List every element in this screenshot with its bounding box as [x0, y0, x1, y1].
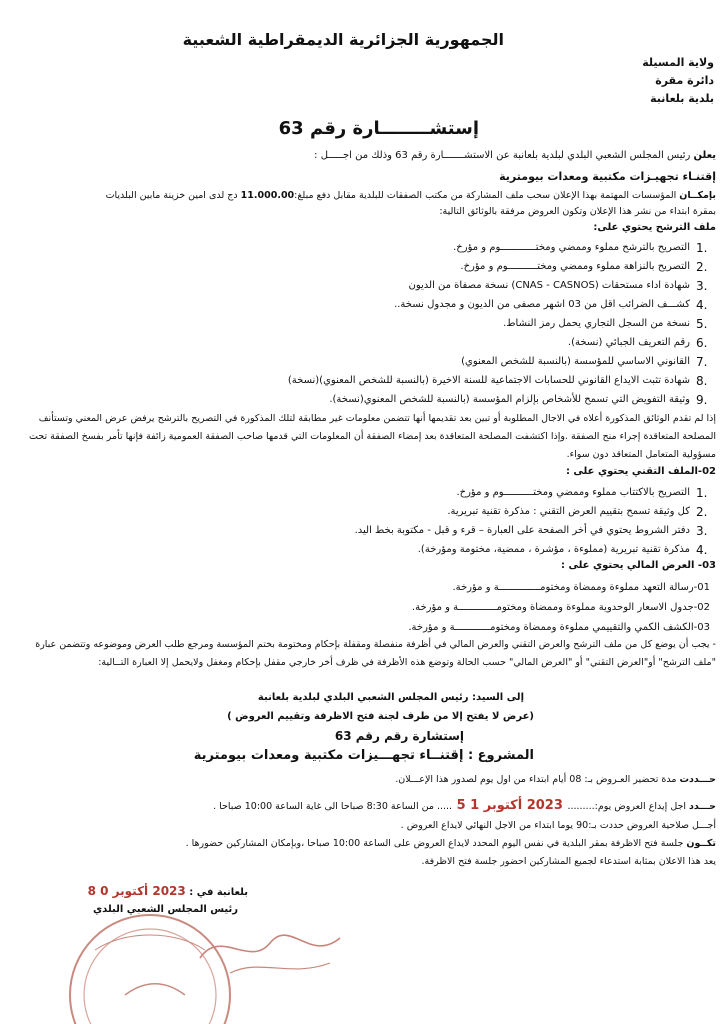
republic-header: الجمهورية الجزائرية الديمقراطية الشعبية: [182, 30, 504, 49]
section-2-heading: 02-الملف التقني يحتوي على :: [565, 466, 716, 477]
section-2-list: [12, 483, 712, 559]
list-item: 5. نسخة من السجل التجاري يحمل رمز النشاط.: [503, 316, 708, 331]
section-3-heading: 03- العرض المالي يحتوي على :: [560, 560, 716, 571]
withdrawal-line-1: بإمكــان المؤسسات المهتمة بهذا الإعلان سحب ملف المشاركة من مكتب الصفقات للبلدية مقابل دفع مبلغ:11.000.00 دج لدى امين خزينة مابين البلديات: [105, 190, 716, 201]
announcement-line: يعلن رئيس المجلس الشعبي البلدي لبلدية بلعانبة عن الاستشـــــــارة رقم 63 وذلك من اجـــــل :: [314, 150, 716, 161]
commune-line: بلدية بلعانبة: [650, 92, 714, 105]
list-item: 1. التصريح بالترشح مملوء وممضي ومختــــــــــــوم و مؤرخ.: [453, 240, 708, 255]
list-item: 6. رقم التعريف الجبائي (نسخة).: [567, 335, 708, 350]
handwritten-signature: [190, 918, 350, 988]
addressee-line: إلى السيد: رئيس المجلس الشعبي البلدي لبلدية بلعانبة: [257, 692, 524, 703]
project-line: المشروع : إقتنــاء تجهـــيزات مكتبية ومعدات بيومترية: [193, 748, 534, 763]
list-item: 7. القانوني الاساسي للمؤسسة (بالنسبة للشخص المعنوي): [461, 354, 708, 369]
do-not-open-line: (عرض لا يفتح إلا من طرف لجنة فتح الاظرفة وتقييم العروض ): [227, 711, 534, 722]
list-item: 1. التصريح بالاكتتاب مملوء وممضي ومختــــــــــوم و مؤرخ.: [456, 485, 708, 500]
list-item: 01-رسالة التعهد مملوءة وممضاة ومختومــــــــــــــة و مؤرخة.: [452, 582, 710, 593]
rejection-paragraph: إذا لم تقدم الوثائق المذكورة أعلاه في الاجال المطلوبة أو تبين بعد تقديمها أنها تتضمن معلومات غير مطابقة لتلك المذكورة في التصريح بالترشح يرفض عرض المعني وتستأنف المصلحة المتعاقدة إجراء منح الصفقة .وإذا اكتشفت المصلحة المتعاقدة بعد إمضاء الصفقة أن المعلومات التي قدمها صاحب الصفقة العمومية زائفة فإنها تأمر بفسخ الصفقة تحت مسؤولية المتعامل المتعاقد دون سواء.: [29, 413, 716, 460]
envelope-paragraph: - يجب أن يوضع كل من ملف الترشح والعرض التقني والعرض المالي في أظرفة منفصلة ومقفلة بإحكام ومختومة بختم المؤسسة ومرجع طلب العرض وموضوعه وتتضمن عبارة "ملف الترشح" أو"العرض التقني" أو "العرض المالي" حسب الحالة وتوضع هذه الأظرفة في ظرف أخر خارجي مقفل بإحكام ومغفل ولايحمل إلا العبارة التــالية:: [35, 639, 716, 668]
list-item: 2. التصريح بالنزاهة مملوء وممضي ومختــــــــــوم و مؤرخ.: [460, 259, 708, 274]
consultation-title: إستشــــــــارة رقم 63: [278, 118, 479, 139]
section-1-list: [12, 238, 712, 409]
withdrawal-line-2: بمقرة ابتداء من نشر هذا الإعلان وتكون العروض مرفقة بالوثائق التالية:: [439, 206, 716, 217]
list-item: 4. كشـــف الضرائب اقل من 03 اشهر مصفى من الديون و مجدول نسخة..: [394, 297, 708, 312]
list-item: 3. دفتر الشروط يحتوي في أخر الصفحة على العبارة – قرء و قبل - مكتوبة بخط اليد.: [354, 523, 708, 538]
daira-line: دائرة مقرة: [655, 74, 714, 87]
opening-session-line: تكــون جلسة فتح الاظرفة بمقر البلدية في نفس اليوم المحدد لايداع العروض على الساعة 10:00 صباحا ،وبإمكان المشاركين حضورها .: [185, 838, 716, 849]
section-3-list: [408, 578, 710, 638]
list-item: 8. شهادة تثبت الايداع القانوني للحسابات الاجتماعية للسنة الاخيرة (بالنسبة للشخص المعنوي)(نسخة): [287, 373, 708, 388]
wilaya-line: ولاية المسيلة: [642, 56, 714, 69]
acquisition-heading: إقتنـاء تجهيـزات مكتبية ومعدات بيومترية: [499, 170, 716, 183]
list-item: 9. وثيقة التفويض التي تسمح للأشخاص بإلزام المؤسسة (بالنسبة للشخص المعنوي(نسخة).: [329, 392, 708, 407]
signature-date-stamp: 2023 أكتوبر 0 8: [87, 884, 186, 898]
deposit-date-stamp: 2023 أكتوبر 1 5: [452, 798, 568, 813]
list-item: 02-جدول الاسعار الوحدوية مملوءة وممضاة ومختومـــــــــــــة و مؤرخة.: [411, 602, 710, 613]
deposit-deadline: حـــدد اجل إيداع العروض يوم:......... 2023 أكتوبر 1 5 ..... من الساعة 8:30 صباحا الى غاية الساعة 10:00 صباحا .: [213, 798, 716, 813]
consultation-number-line: إستشارة رقم رقم 63: [334, 729, 464, 743]
validity-line: أجـــل صلاحية العروض حددت بـ:90 يوما ابتداء من الاجل النهائي لايداع العروض .: [400, 820, 716, 831]
summons-line: يعد هذا الاعلان بمثابة استدعاء لجميع المشاركين احضور جلسة فتح الاظرفة.: [421, 856, 716, 867]
list-item: 3. شهادة اداء مستحقات (CNAS - CASNOS) نسخة مصفاة من الديون: [408, 278, 708, 293]
section-1-heading: ملف الترشح يحتوي على:: [593, 222, 716, 233]
list-item: 2. كل وثيقة تسمح بتقييم العرض التقني : مذكرة تقنية تبريرية.: [447, 504, 708, 519]
list-item: 03-الكشف الكمي والتقييمي مملوءة وممضاة ومختومــــــــــــة و مؤرخة.: [408, 622, 710, 633]
signed-at-line: بلعانبة في : 2023 أكتوبر 0 8: [87, 884, 248, 898]
signatory-title: رئيس المجلس الشعبي البلدي: [93, 904, 238, 915]
preparation-period: حـــددت مدة تحضير العـروض بـ: 08 أيام ابتداء من اول يوم لصدور هذا الإعـــلان.: [395, 774, 716, 785]
list-item: 4. مذكرة تقنية تبريرية (مملوءة ، مؤشرة ، ممضية، مختومة ومؤرخة).: [417, 542, 708, 557]
